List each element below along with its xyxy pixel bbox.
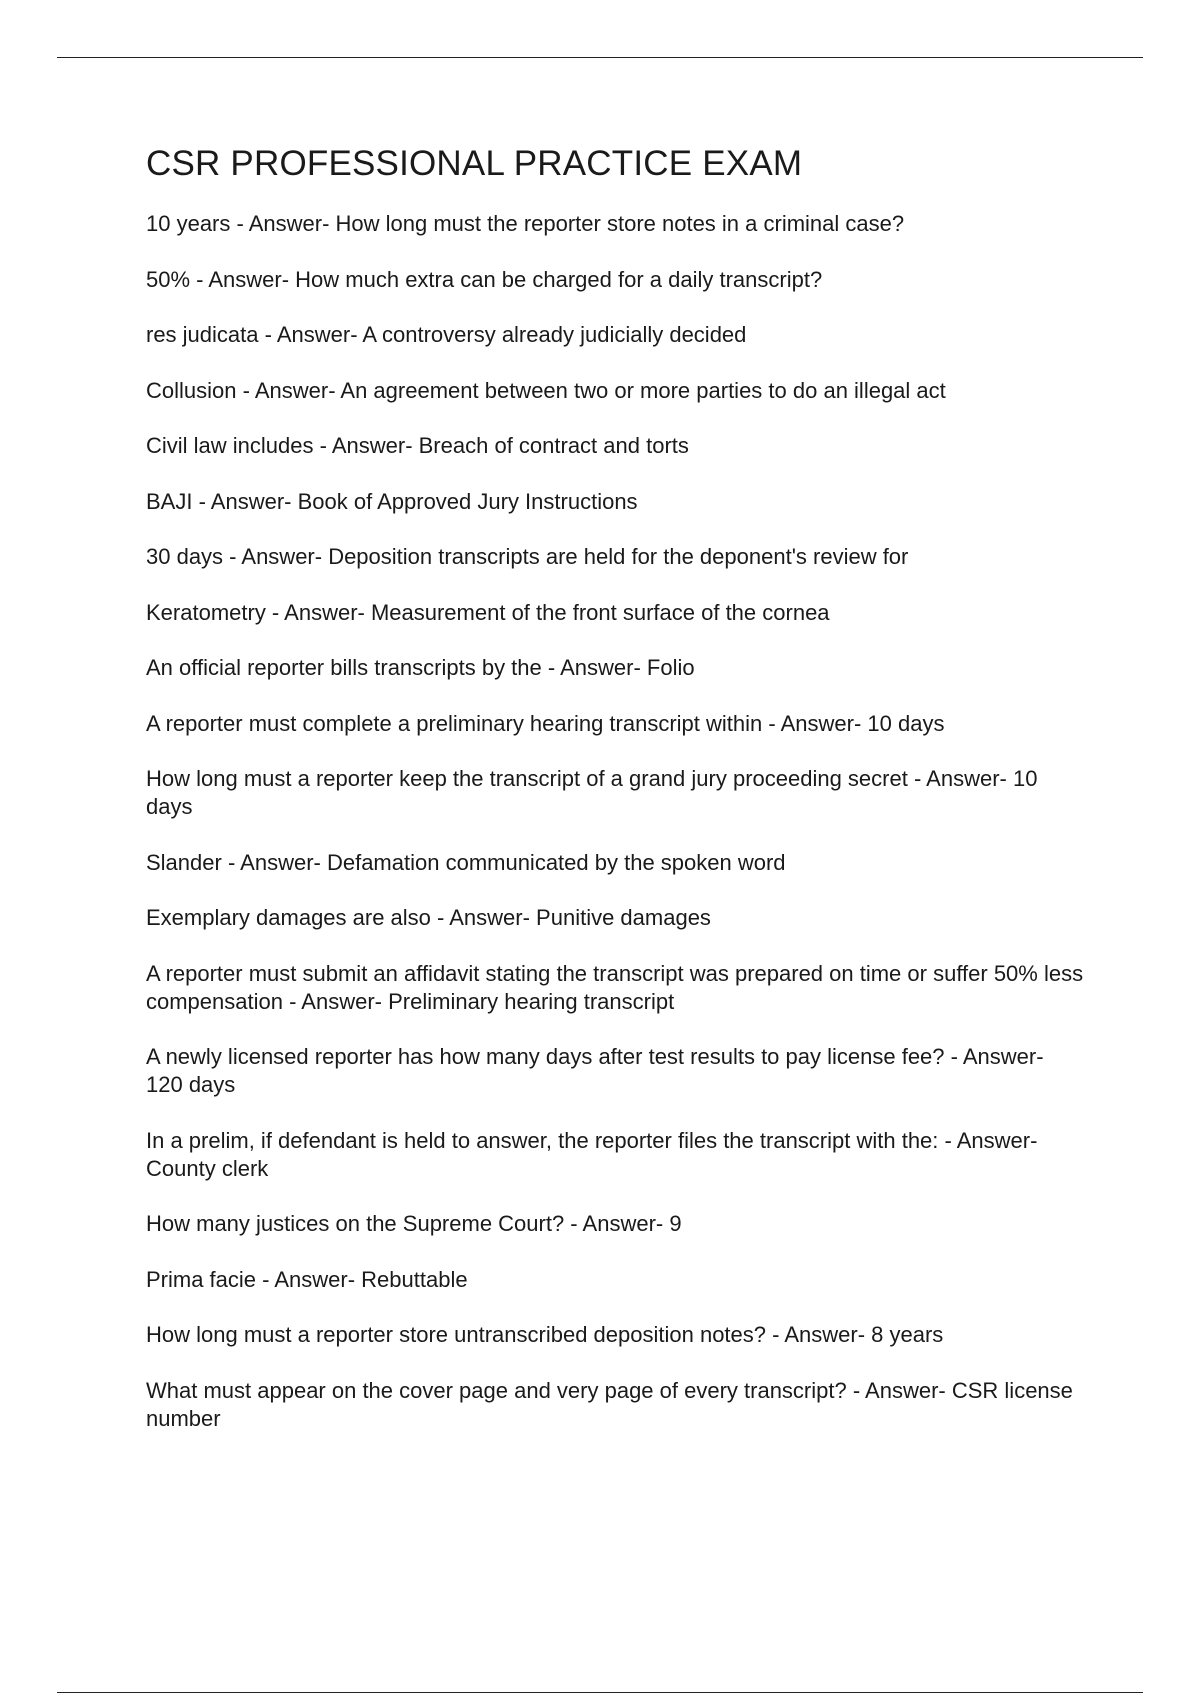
qa-item: How long must a reporter store untranscribed deposition notes? - Answer- 8 years bbox=[146, 1322, 944, 1347]
qa-item: In a prelim, if defendant is held to answer, the reporter files the transcript with the: - Answer- County clerk bbox=[146, 1127, 1038, 1181]
top-divider bbox=[57, 57, 1143, 58]
qa-item: BAJI - Answer- Book of Approved Jury Instructions bbox=[146, 488, 638, 514]
qa-item: Exemplary damages are also - Answer- Punitive damages bbox=[146, 905, 711, 930]
qa-item: Keratometry - Answer- Measurement of the front surface of the cornea bbox=[146, 599, 830, 625]
qa-item: How many justices on the Supreme Court? - Answer- 9 bbox=[146, 1211, 682, 1236]
qa-item: Prima facie - Answer- Rebuttable bbox=[146, 1266, 468, 1292]
qa-item: What must appear on the cover page and very page of every transcript? - Answer- CSR license number bbox=[146, 1377, 1073, 1431]
qa-item: Civil law includes - Answer- Breach of contract and torts bbox=[146, 433, 689, 458]
qa-item: How long must a reporter keep the transcript of a grand jury proceeding secret - Answer- 10 days bbox=[146, 766, 1038, 819]
qa-item: An official reporter bills transcripts by the - Answer- Folio bbox=[146, 655, 695, 680]
document-title: CSR PROFESSIONAL PRACTICE EXAM bbox=[146, 144, 803, 183]
bottom-divider bbox=[57, 1692, 1143, 1693]
qa-item: A reporter must complete a preliminary hearing transcript within - Answer- 10 days bbox=[146, 710, 945, 736]
qa-item: 50% - Answer- How much extra can be charged for a daily transcript? bbox=[146, 266, 823, 292]
qa-item: A newly licensed reporter has how many days after test results to pay license fee? - Answer- 120 days bbox=[146, 1044, 1044, 1097]
document-body bbox=[146, 142, 1086, 1460]
qa-item: 10 years - Answer- How long must the reporter store notes in a criminal case? bbox=[146, 211, 905, 236]
qa-item: res judicata - Answer- A controversy already judicially decided bbox=[146, 322, 747, 347]
qa-list bbox=[146, 210, 1086, 1433]
qa-item: 30 days - Answer- Deposition transcripts are held for the deponent's review for bbox=[146, 544, 909, 569]
qa-item: Collusion - Answer- An agreement between two or more parties to do an illegal act bbox=[146, 377, 946, 403]
qa-item: A reporter must submit an affidavit stating the transcript was prepared on time or suffer 50% less compensation - Answer- Preliminary hearing transcript bbox=[146, 960, 1084, 1014]
qa-item: Slander - Answer- Defamation communicated by the spoken word bbox=[146, 849, 786, 875]
